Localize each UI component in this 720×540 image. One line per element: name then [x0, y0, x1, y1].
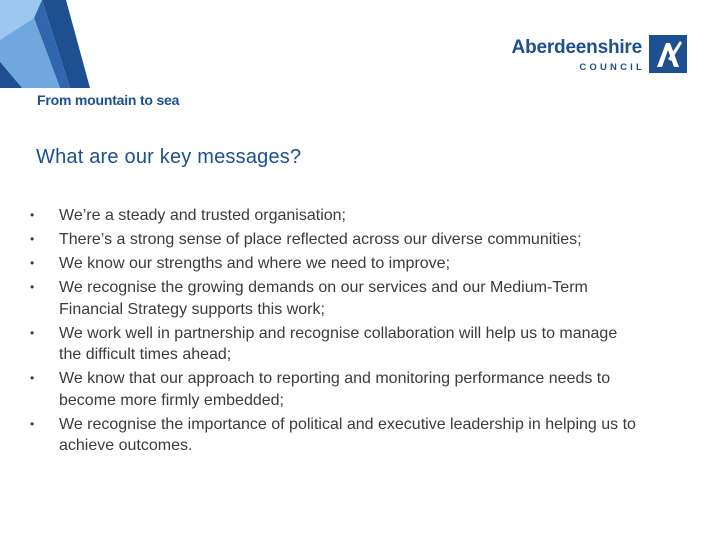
key-messages-list — [30, 205, 640, 459]
list-item: • We’re a steady and trusted organisation; — [30, 205, 640, 227]
aberdeenshire-a-logo-icon — [649, 35, 687, 73]
tagline: From mountain to sea — [37, 92, 180, 108]
slide-title: What are our key messages? — [36, 146, 302, 168]
corner-mountain-graphic — [0, 0, 110, 95]
list-item: • We know our strengths and where we need to improve; — [30, 253, 640, 275]
logo-name: Aberdeenshire — [511, 37, 642, 58]
council-logo — [511, 37, 645, 73]
list-item: • We recognise the importance of political and executive leadership in helping us to achieve outcomes. — [30, 414, 640, 457]
list-item: • We work well in partnership and recognise collaboration will help us to manage the difficult times ahead; — [30, 323, 640, 366]
logo-subtitle: COUNCIL — [579, 62, 645, 73]
list-item: • We know that our approach to reporting and monitoring performance needs to become more firmly embedded; — [30, 368, 640, 411]
list-item: • There’s a strong sense of place reflected across our diverse communities; — [30, 229, 640, 251]
list-item: • We recognise the growing demands on our services and our Medium-Term Financial Strategy supports this work; — [30, 277, 640, 320]
